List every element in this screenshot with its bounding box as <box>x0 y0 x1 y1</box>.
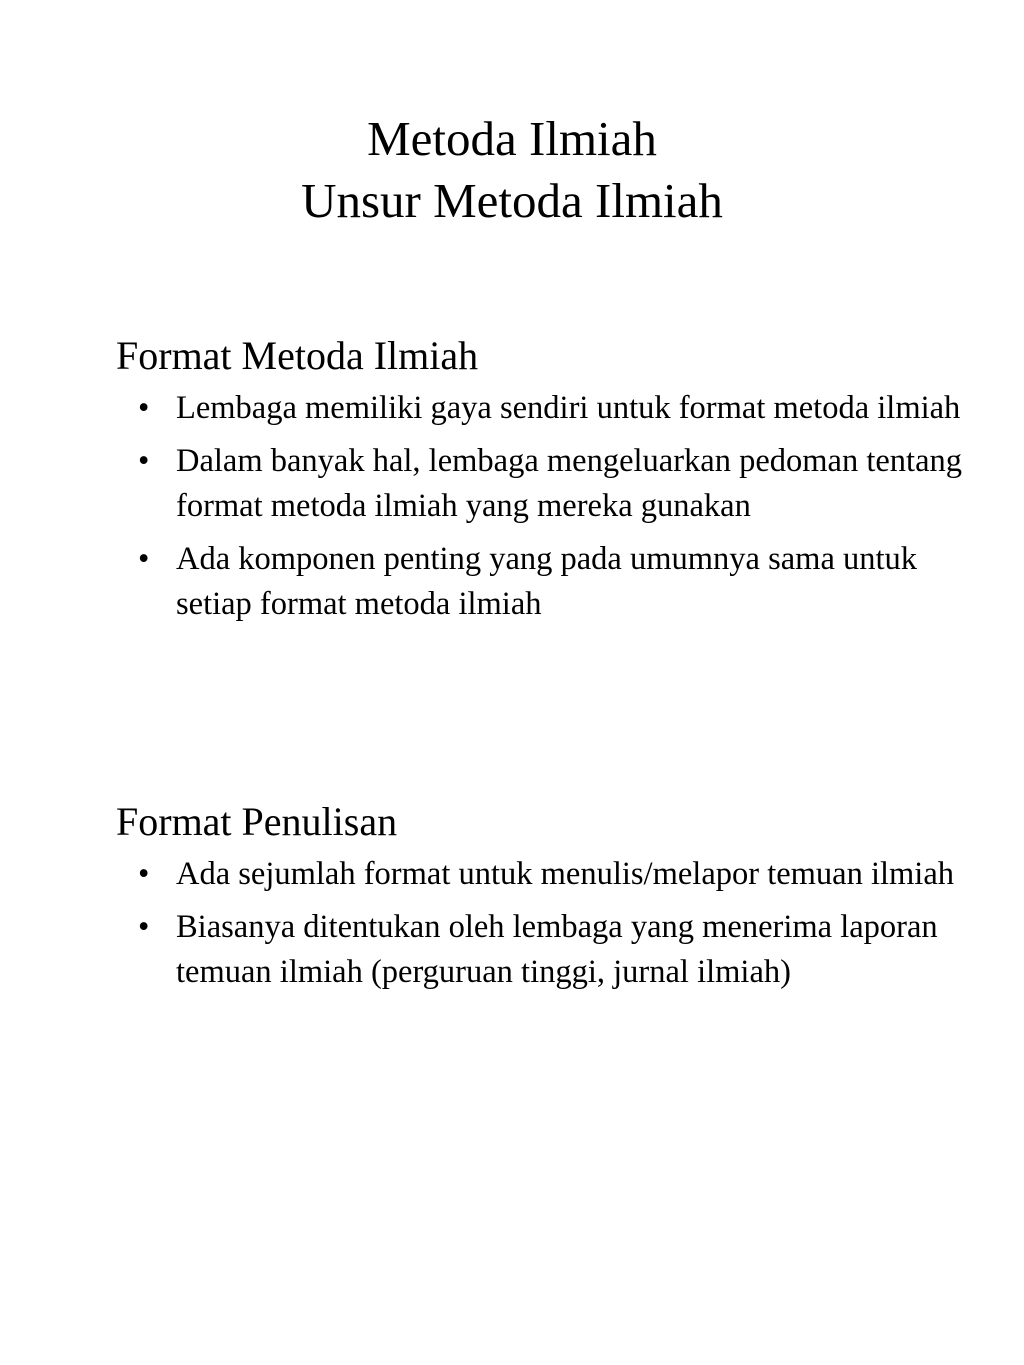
title-line-1: Metoda Ilmiah <box>367 111 657 166</box>
bullet-text: Ada sejumlah format untuk menulis/melapor temuan ilmiah <box>176 856 955 892</box>
bullet-item <box>116 386 976 431</box>
bullet-icon: • <box>138 443 150 479</box>
slide-title <box>0 108 1024 232</box>
title-line-2: Unsur Metoda Ilmiah <box>301 173 723 228</box>
bullet-icon: • <box>138 390 150 426</box>
bullet-text: Biasanya ditentukan oleh lembaga yang menerima laporan temuan ilmiah (perguruan tinggi, jurnal ilmiah) <box>176 909 938 990</box>
bullet-item <box>116 852 976 897</box>
bullet-icon: • <box>138 909 150 945</box>
bullet-item <box>116 439 976 529</box>
section-heading: Format Metoda Ilmiah <box>116 333 479 378</box>
section-format-penulisan <box>116 796 976 1003</box>
bullet-item <box>116 537 976 627</box>
bullet-list <box>116 386 976 627</box>
section-heading: Format Penulisan <box>116 799 398 844</box>
bullet-text: Lembaga memiliki gaya sendiri untuk format metoda ilmiah <box>176 390 961 426</box>
section-format-metoda-ilmiah <box>116 330 976 635</box>
bullet-item <box>116 905 976 995</box>
bullet-list <box>116 852 976 995</box>
bullet-icon: • <box>138 856 150 892</box>
bullet-text: Dalam banyak hal, lembaga mengeluarkan pedoman tentang format metoda ilmiah yang mereka gunakan <box>176 443 963 524</box>
bullet-text: Ada komponen penting yang pada umumnya sama untuk setiap format metoda ilmiah <box>176 541 918 622</box>
bullet-icon: • <box>138 541 150 577</box>
